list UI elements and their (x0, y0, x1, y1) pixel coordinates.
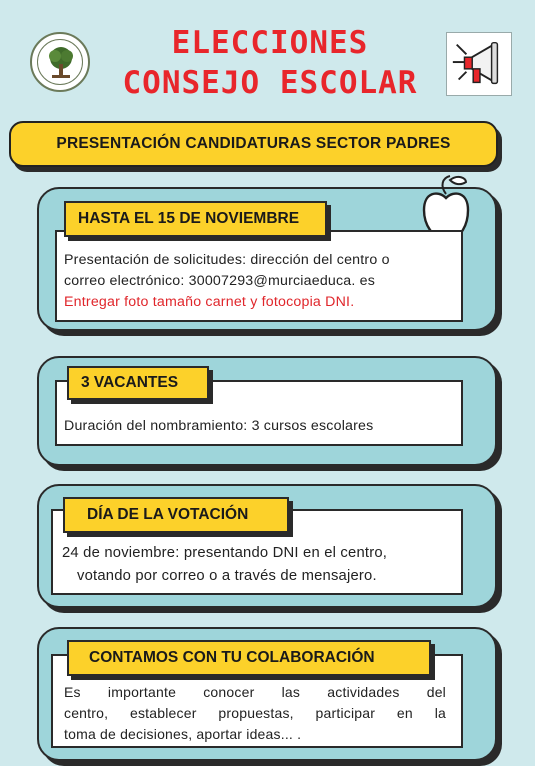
section-vacantes-heading: 3 VACANTES (67, 366, 209, 400)
section-plazo-heading: HASTA EL 15 DE NOVIEMBRE (64, 201, 327, 237)
section-colaboracion-heading: CONTAMOS CON TU COLABORACIÓN (67, 640, 431, 676)
section-votacion-heading: DÍA DE LA VOTACIÓN (63, 497, 289, 533)
title-line-2: CONSEJO ESCOLAR (122, 65, 418, 101)
section-colaboracion-line-3: toma de decisiones, aportar ideas... . (64, 726, 302, 742)
section-vacantes-line-1: Duración del nombramiento: 3 cursos escolares (64, 418, 374, 434)
section-colaboracion-line-2: centro, establecer propuestas, participar en la (64, 705, 446, 721)
megaphone-icon (446, 32, 512, 96)
candidaturas-banner: PRESENTACIÓN CANDIDATURAS SECTOR PADRES (9, 121, 498, 167)
section-colaboracion-line-1: Es importante conocer las actividades del (64, 684, 446, 700)
section-plazo-line-3: Entregar foto tamaño carnet y fotocopia DNI. (64, 294, 355, 310)
school-seal-icon (30, 32, 90, 92)
section-plazo-line-2: correo electrónico: 30007293@murciaeduca. es (64, 273, 376, 289)
title-line-1: ELECCIONES (171, 25, 369, 61)
section-votacion-line-1: 24 de noviembre: presentando DNI en el centro, (62, 545, 388, 561)
section-votacion-line-2: votando por correo o a través de mensajero. (77, 568, 377, 584)
section-plazo-line-1: Presentación de solicitudes: dirección del centro o (64, 252, 390, 268)
